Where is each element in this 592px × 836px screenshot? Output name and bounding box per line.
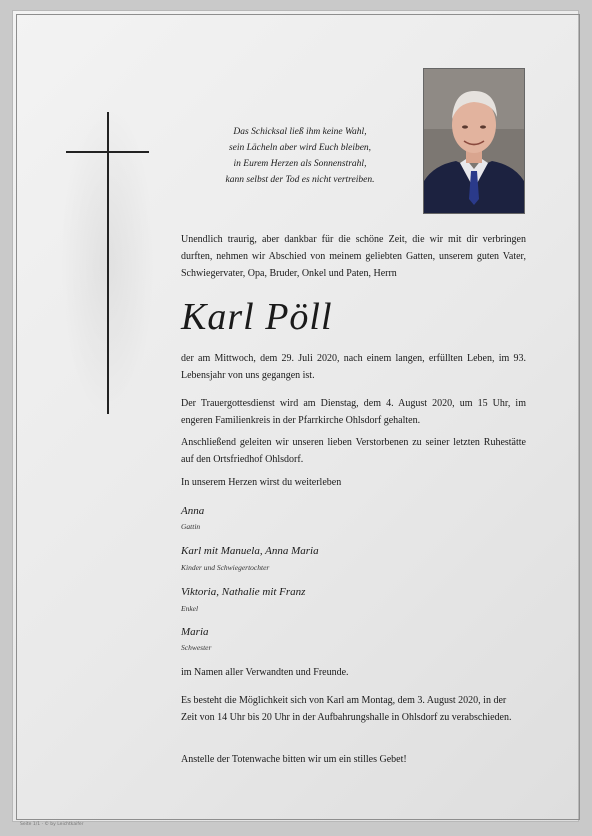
death-paragraph: der am Mittwoch, dem 29. Juli 2020, nach einem langen, erfüllten Leben, im 93. Lebensjahr von uns gegangen ist. [181,353,526,381]
prayer-line: Anstelle der Totenwache bitten wir um ein stilles Gebet! [181,754,407,765]
mourner-relation: Enkel [181,604,199,613]
mourner-relation: Kinder und Schwiegertochter [181,563,270,572]
intro-text: Unendlich traurig, aber dankbar für die schöne Zeit, die wir mit dir verbringen durften, nehmen wir Abschied von meinem geliebten Gatten, unserem guten Vater, Schwiegervater, Opa, Bruder, Onkel und Paten, Herrn [181,234,526,279]
footer-note: Seite 1/1 · © by Leichtkaifer [20,822,84,827]
relatives-line: im Namen aller Verwandten und Freunde. [181,667,349,678]
cross-icon [107,112,109,414]
mourner-name: Maria [181,626,209,638]
poem-line: sein Lächeln aber wird Euch bleiben, [228,143,372,153]
mourner-name: Karl mit Manuela, Anna Maria [181,545,319,557]
poem [200,124,400,188]
poem-line: Das Schicksal ließ ihm keine Wahl, [233,127,367,137]
mourner-relation: Gattin [181,522,201,531]
poem-line: in Eurem Herzen als Sonnenstrahl, [233,159,367,169]
portrait-photo [423,68,525,214]
cross-icon-bar [66,151,149,153]
burial-paragraph: Anschließend geleiten wir unseren lieben Verstorbenen zu seiner letzten Ruhestätte auf den Ortsfriedhof Ohlsdorf. [181,437,526,465]
memory-line: In unserem Herzen wirst du weiterleben [181,477,342,488]
mourner-relation: Schwester [181,643,212,652]
mourner-name: Anna [181,505,205,517]
deceased-name: Karl Pöll [181,296,333,338]
mourner-name: Viktoria, Nathalie mit Franz [181,586,306,598]
viewing-paragraph: Es besteht die Möglichkeit sich von Karl am Montag, dem 3. August 2020, in der Zeit von 14 Uhr bis 20 Uhr in der Aufbahrungshalle in Ohlsdorf zu verabschieden. [181,695,512,723]
service-paragraph: Der Trauergottesdienst wird am Dienstag, dem 4. August 2020, um 15 Uhr, im engeren Familienkreis in der Pfarrkirche Ohlsdorf gehalten. [181,398,526,426]
portrait-image [424,69,524,213]
poem-line: kann selbst der Tod es nicht vertreiben. [225,175,375,185]
